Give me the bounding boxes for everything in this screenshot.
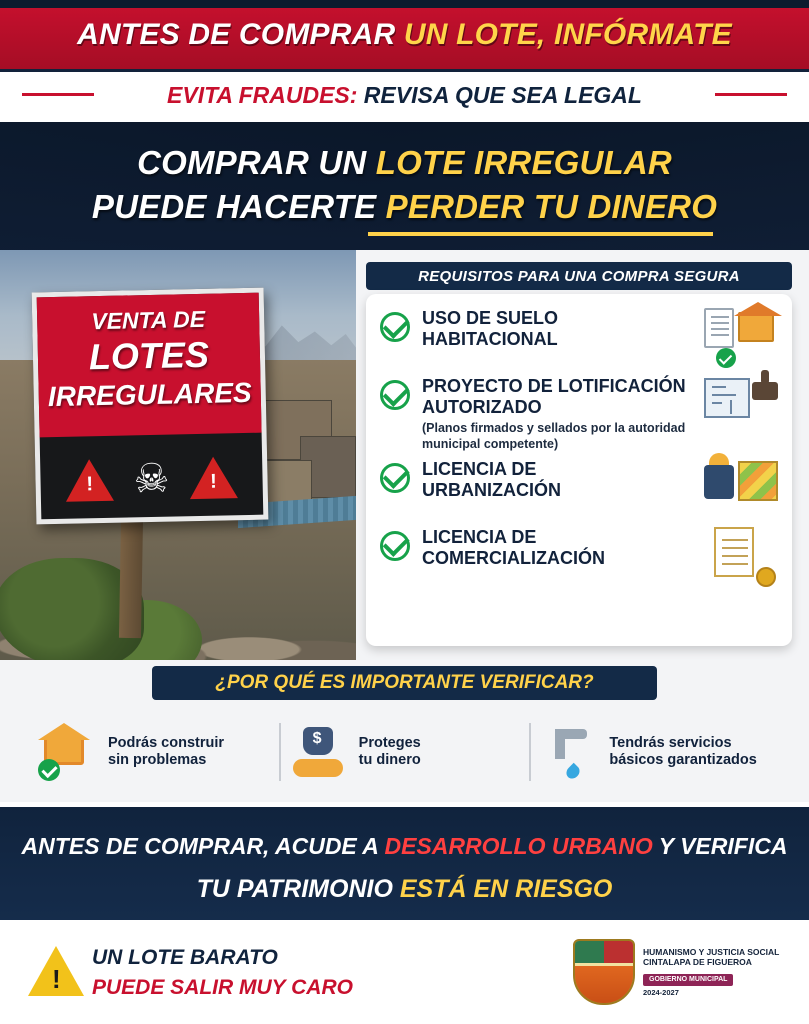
sub-banner-rest: REVISA QUE SEA LEGAL [357,81,642,108]
warning-triangle-icon [189,456,238,499]
requirement-title-line-2: URBANIZACIÓN [422,479,561,500]
tap-arm-icon [555,729,587,739]
engineer-map-icon [704,459,778,521]
why-section [0,660,809,802]
certificate-seal-icon [704,527,778,589]
engineer-icon [704,465,734,499]
bag-icon [303,727,333,755]
water-drop-icon [564,763,582,781]
why-column [279,723,530,781]
requirement-title-line-1: USO DE SUELO [422,308,559,328]
why-text-line-2: básicos garantizados [609,752,757,768]
sub-banner [0,72,809,118]
why-text-line-1: Podrás construir [108,734,225,751]
photo-irregular-lots [0,250,356,660]
cta-line-1-c: Y VERIFICA [652,833,788,859]
why-text-line-1: Proteges [358,734,421,751]
billboard-line-1: VENTA DE [91,305,206,335]
logo-text [643,947,785,998]
footer-line-1: UN LOTE BARATO [92,946,278,969]
why-text-line-1: Tendrás servicios [609,734,732,751]
hero-underline [368,232,713,236]
check-badge-icon [38,759,60,781]
map-plan-icon [738,461,778,501]
requirement-text [422,527,692,569]
call-to-action-band [0,802,809,920]
billboard-icons [40,441,263,518]
cta-line-2-a: TU PATRIMONIO [196,875,400,903]
billboard-line-3: IRREGULARES [47,376,252,413]
why-text [359,735,421,770]
requirement-title-line-1: PROYECTO DE LOTIFICACIÓN [422,376,686,396]
hand-icon [293,759,343,777]
blueprint-icon [704,378,750,418]
requirement-title-line-2: AUTORIZADO [422,397,542,418]
requirement-title-line-2: COMERCIALIZACIÓN [422,547,605,568]
why-column [529,723,780,781]
why-header-label: ¿POR QUÉ ES IMPORTANTE VERIFICAR? [215,672,594,693]
requirement-item [380,308,778,370]
hero-line-2 [0,188,809,226]
requirement-title-line-1: LICENCIA DE [422,526,537,547]
check-badge-icon [716,348,736,368]
hero-line-1-highlight: LOTE IRREGULAR [375,144,672,181]
logo-text-line-1: HUMANISMO Y JUSTICIA SOCIAL [643,946,780,957]
footer-section [0,920,809,1024]
house-check-icon [36,723,98,781]
logo-text-line-2: CINTALAPA DE FIGUEROA [643,957,752,968]
warning-triangle-icon [28,946,84,996]
water-tap-icon [537,723,599,781]
why-column [30,723,279,781]
requirements-header [366,262,792,290]
requirement-item [380,527,778,589]
check-circle-icon [380,312,410,342]
government-logo [573,938,785,1006]
why-text [609,735,756,770]
coat-quadrant-2 [604,941,633,966]
requirement-text [422,376,692,453]
why-columns [30,712,780,792]
coat-of-arms-icon [573,939,635,1005]
billboard-line-2: LOTES [88,333,210,378]
cta-line-1 [0,833,809,860]
cta-line-1-a: ANTES DE COMPRAR, ACUDE A [21,833,385,859]
skull-icon: ☠ [133,456,170,502]
why-text-line-2: tu dinero [358,752,421,768]
sub-banner-highlight: EVITA FRAUDES: [167,81,358,108]
cta-line-1-b: DESARROLLO URBANO [384,833,653,859]
check-circle-icon [380,463,410,493]
photo-sign-post [119,518,143,638]
middle-section [0,250,809,660]
requirement-title-line-1: LICENCIA DE [422,458,537,479]
why-text [108,735,224,770]
footer-line-2: PUEDE SALIR MUY CARO [92,976,353,999]
cta-line-2 [0,875,809,904]
coat-quadrant-3 [575,966,633,1003]
requirement-note: (Planos firmados y sellados por la autoridad municipal competente) [422,421,686,452]
check-circle-icon [380,531,410,561]
logo-years: 2024-2027 [643,988,679,998]
requirement-title-line-2: HABITACIONAL [422,329,558,350]
logo-chip: GOBIERNO MUNICIPAL [643,974,733,986]
why-header [152,666,657,700]
warning-triangle-icon [65,459,114,502]
requirement-text [422,459,692,501]
cta-line-2-b: ESTÁ EN RIESGO [399,875,613,903]
requirements-header-label: REQUISITOS PARA UNA COMPRA SEGURA [418,267,740,285]
top-banner-title-highlight: UN LOTE, INFÓRMATE [403,18,732,51]
hero-line-1-plain: COMPRAR UN [137,144,376,181]
house-document-icon [704,308,778,370]
blueprint-stamp-icon [704,376,778,438]
coat-quadrant-1 [575,941,604,966]
house-icon [738,312,774,342]
hero-line-1 [0,144,809,182]
billboard-sign [32,288,269,525]
top-banner [0,0,809,72]
requirements-card [366,294,792,646]
check-circle-icon [380,380,410,410]
hero-line-2-highlight: PERDER TU DINERO [385,188,718,225]
hero-section [0,118,809,250]
stamp-icon [752,382,778,400]
requirement-text [422,308,692,350]
certificate-icon [714,527,754,577]
requirement-item [380,376,778,453]
top-banner-title-plain: ANTES DE COMPRAR [77,18,404,51]
hero-line-2-plain: PUEDE HACERTE [91,188,386,225]
seal-icon [756,567,776,587]
document-icon [704,308,734,348]
sub-banner-title [167,82,642,109]
top-banner-title [0,18,809,52]
requirement-item [380,459,778,521]
why-text-line-2: sin problemas [108,752,207,768]
money-bag-icon [287,723,349,781]
